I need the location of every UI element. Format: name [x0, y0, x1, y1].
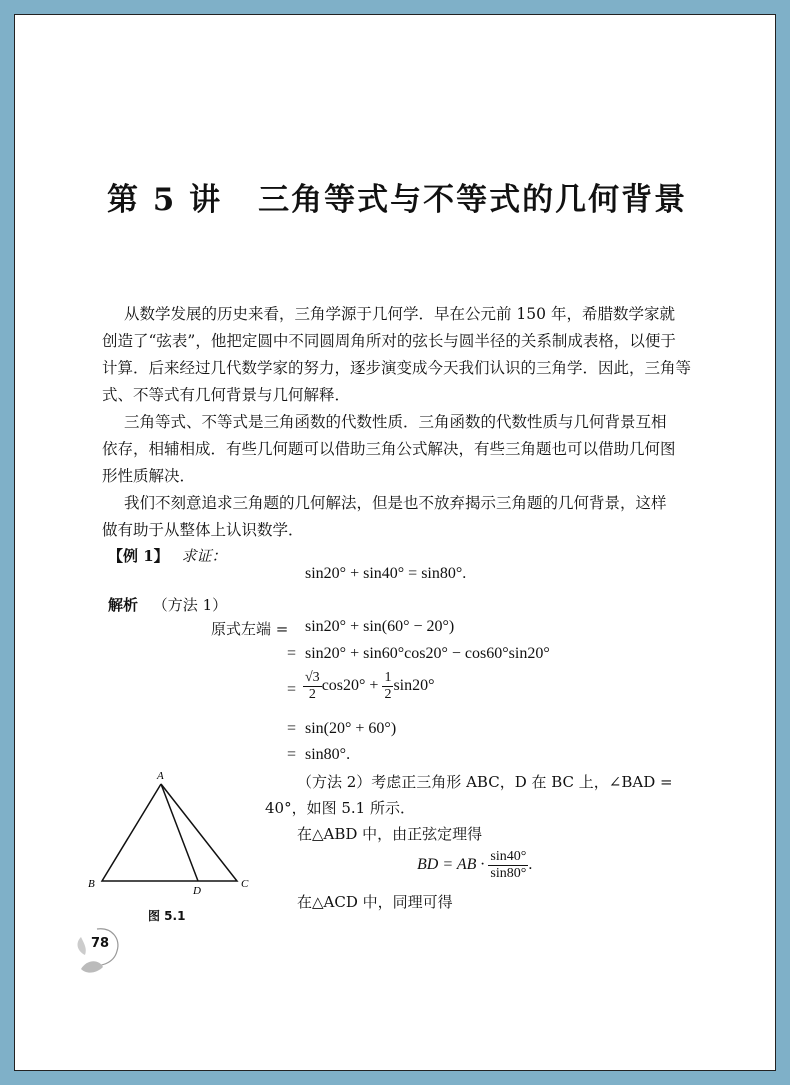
eq-sign: =	[287, 645, 297, 662]
text-line: 式、不等式有几何背景与几何解释．	[102, 386, 351, 404]
intro-paragraph-1	[102, 301, 722, 411]
solution-label: 解析	[108, 596, 139, 614]
step-3-middle: cos20° +	[321, 677, 379, 695]
abd-line: 在△ABD 中，由正弦定理得	[297, 825, 483, 843]
vertex-label-d: D	[193, 885, 201, 895]
fraction-numerator: √3	[305, 670, 320, 685]
intro-paragraph-3	[102, 490, 722, 546]
acd-line: 在△ACD 中，同理可得	[297, 893, 453, 911]
bd-equation	[417, 849, 532, 882]
example-statement: sin20° + sin40° = sin80°.	[305, 565, 467, 582]
lecture-title-text: 三角等式与不等式的几何背景	[258, 182, 688, 218]
bd-equation-tail: .	[528, 856, 533, 874]
page-number: 78	[91, 936, 110, 951]
figure-caption: 图 5.1	[148, 909, 186, 923]
step-3	[303, 670, 435, 703]
example-header	[108, 545, 226, 566]
step-1: sin20° + sin(60° − 20°)	[305, 618, 455, 635]
step-2: sin20° + sin60°cos20° − cos60°sin20°	[305, 645, 550, 662]
fraction-numerator: 1	[384, 670, 392, 685]
step-5: sin80°.	[305, 746, 351, 763]
text-line: 依存，相辅相成．有些几何题可以借助三角公式解决，有些三角题也可以借助几何图	[102, 440, 676, 458]
text-line: 做有助于从整体上认识数学．	[102, 521, 304, 539]
text-line: 三角等式、不等式是三角函数的代数性质．三角函数的代数性质与几何背景互相	[124, 413, 667, 431]
fraction-numerator: sin40°	[490, 849, 527, 864]
eq-sign: =	[287, 720, 297, 737]
fraction-denominator: sin80°	[490, 866, 527, 881]
step-4: sin(20° + 60°)	[305, 720, 397, 737]
vertex-label-a: A	[157, 770, 164, 782]
intro-paragraph-2	[102, 409, 722, 493]
triangle-abc	[102, 784, 237, 881]
method2-line-2: 40°，如图 5.1 所示．	[265, 799, 415, 817]
solution-header	[108, 594, 227, 615]
example-prompt: 求证：	[181, 547, 227, 565]
fraction	[488, 849, 528, 882]
example-label: 【例 1】	[108, 547, 169, 565]
method1-label: （方法 1）	[152, 596, 228, 614]
segment-ad	[161, 784, 198, 881]
method2-line-1: （方法 2）考虑正三角形 ABC，D 在 BC 上，∠BAD =	[297, 773, 673, 791]
eq-sign: =	[287, 746, 297, 763]
fraction	[382, 670, 393, 703]
figure-5-1-triangle	[85, 770, 265, 895]
text-line: 形性质解决．	[102, 467, 196, 485]
lhs-label: 原式左端 =	[211, 620, 289, 638]
eq-sign: =	[287, 681, 297, 698]
text-line: 创造了“弦表”，他把定圆中不同圆周角所对的弦长与圆半径的关系制成表格，以便于	[102, 332, 676, 350]
text-line: 我们不刻意追求三角题的几何解法，但是也不放弃揭示三角题的几何背景，这样	[124, 494, 667, 512]
text-line: 从数学发展的历史来看，三角学源于几何学．早在公元前 150 年，希腊数学家就	[124, 305, 675, 323]
fraction-denominator: 2	[308, 687, 316, 702]
vertex-label-c: C	[241, 878, 249, 890]
bd-equation-lhs: BD = AB ·	[417, 856, 485, 874]
text-line: 计算．后来经过几代数学家的努力，逐步演变成今天我们认识的三角学．因此，三角等	[102, 359, 692, 377]
lecture-number: 第 5 讲	[107, 182, 223, 218]
page	[14, 14, 776, 1071]
lecture-title	[107, 174, 687, 219]
page-ornament-icon	[67, 921, 127, 981]
step-3-end: sin20°	[393, 677, 435, 695]
vertex-label-b: B	[88, 878, 95, 890]
fraction	[303, 670, 322, 703]
fraction-denominator: 2	[384, 687, 392, 702]
